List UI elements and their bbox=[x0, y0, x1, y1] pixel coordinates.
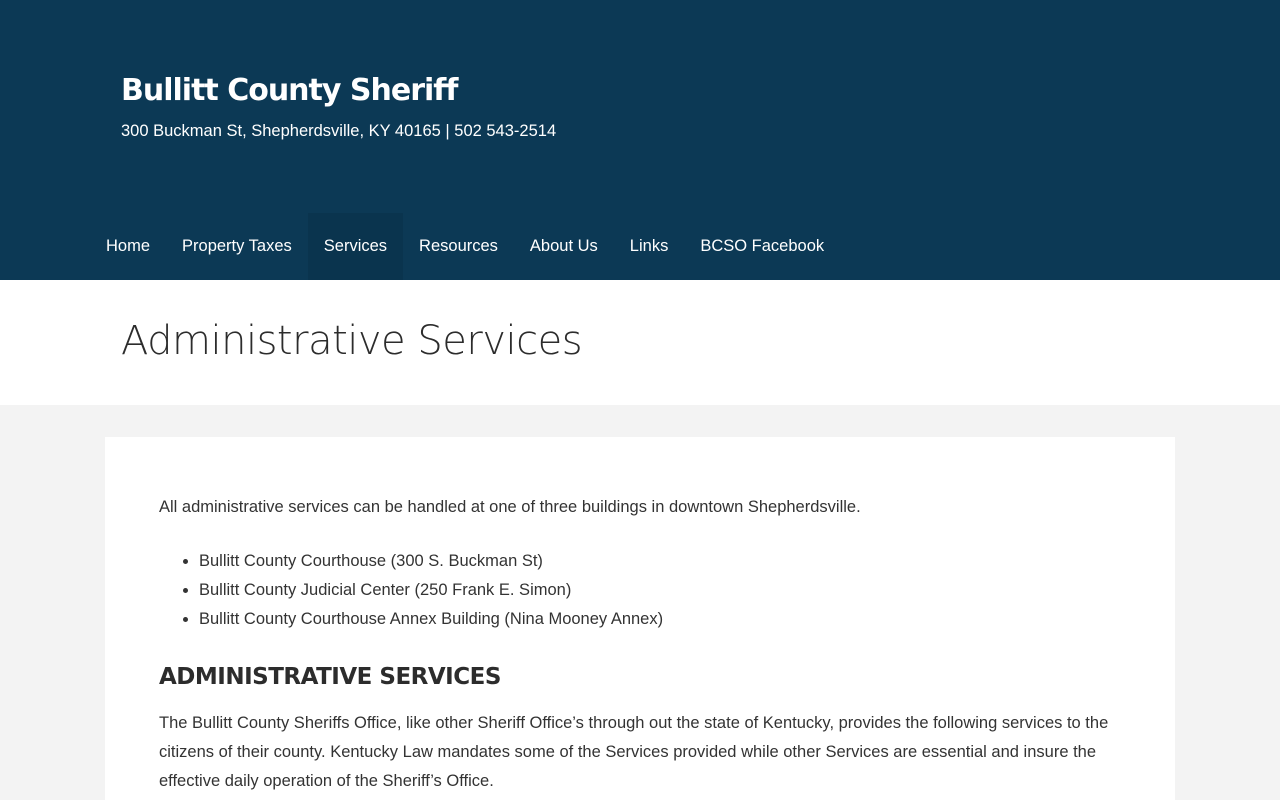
section-heading: ADMINISTRATIVE SERVICES bbox=[159, 664, 501, 690]
content-card bbox=[105, 437, 1175, 800]
nav-item-services[interactable]: Services bbox=[308, 213, 403, 280]
site-title[interactable]: Bullitt County Sheriff bbox=[121, 73, 458, 108]
nav-item-property-taxes[interactable]: Property Taxes bbox=[182, 237, 292, 255]
list-item: • Bullitt County Courthouse (300 S. Buckman St) bbox=[199, 547, 1121, 576]
buildings-list bbox=[159, 547, 1121, 634]
intro-paragraph: All administrative services can be handled at one of three buildings in downtown Shepherdsville. bbox=[159, 498, 861, 516]
nav-item-bcso-facebook[interactable]: BCSO Facebook bbox=[700, 237, 825, 255]
list-item: • Bullitt County Judicial Center (250 Frank E. Simon) bbox=[199, 576, 1121, 605]
nav-item-links[interactable]: Links bbox=[629, 237, 669, 255]
nav-item-about-us[interactable]: About Us bbox=[529, 237, 598, 255]
page-title-band bbox=[0, 280, 1280, 405]
content-area bbox=[0, 405, 1280, 800]
nav-item-home[interactable]: Home bbox=[106, 237, 151, 255]
section-body-paragraph: The Bullitt County Sheriffs Office, like other Sheriff Office’s through out the state of Kentucky, provides the following services to the citizens of their county. Kentucky Law mandates some of the Services provided while other Services are essential and insure the effective daily operation of the Sheriff’s Office. bbox=[159, 714, 1109, 790]
branding bbox=[121, 70, 556, 142]
list-item: • Bullitt County Courthouse Annex Building (Nina Mooney Annex) bbox=[199, 605, 1121, 634]
site-description: 300 Buckman St, Shepherdsville, KY 40165 | 502 543-2514 bbox=[121, 122, 557, 140]
site-header bbox=[0, 0, 1280, 280]
nav-item-resources[interactable]: Resources bbox=[419, 237, 498, 255]
main-nav bbox=[90, 213, 840, 280]
page-title: Administrative Services bbox=[121, 318, 583, 364]
